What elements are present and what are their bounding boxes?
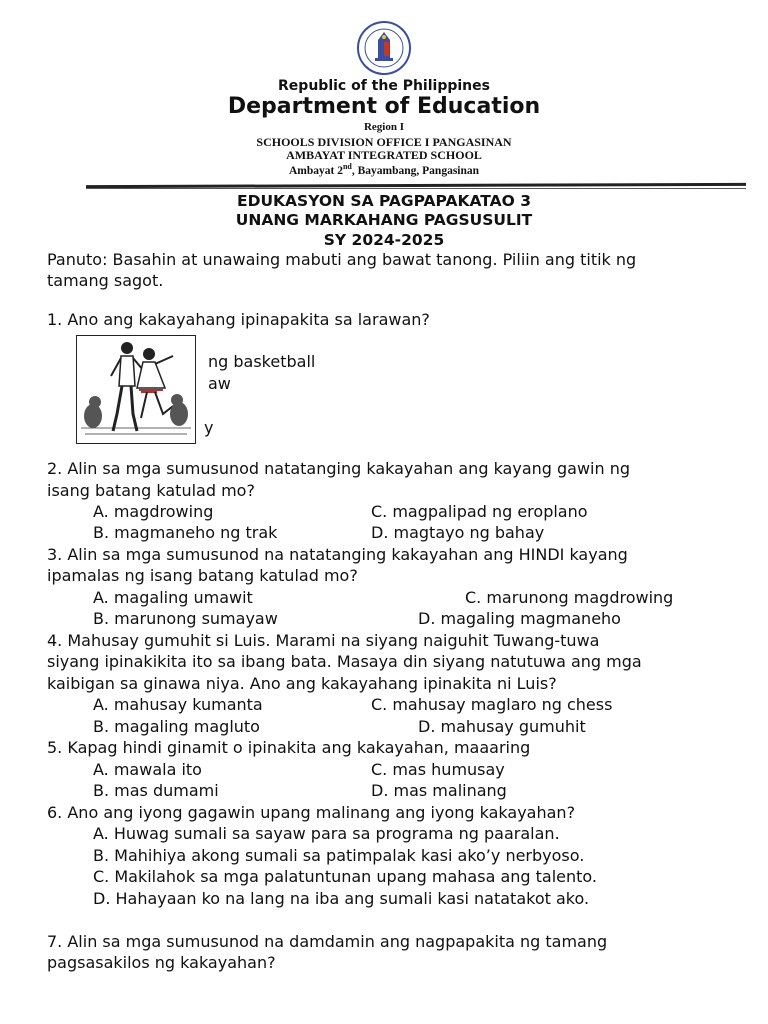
question-7-line-2: pagsasakilos ng kakayahan? [47, 953, 276, 972]
question-4-line-3: kaibigan sa ginawa niya. Ano ang kakayahang ipinakita ni Luis? [47, 674, 557, 693]
region-label: Region I [363, 121, 405, 133]
q5-choice-c: C. mas humusay [371, 760, 505, 779]
q5-choice-d: D. mas malinang [371, 781, 507, 800]
q6-choice-a: A. Huwag sumali sa sayaw para sa programa ng paaralan. [93, 824, 560, 843]
q6-choice-d: D. Hahayaan ko na lang na iba ang sumali kasi natatakot ako. [93, 889, 590, 908]
q3-choice-b: B. marunong sumayaw [93, 609, 278, 628]
q3-choice-d: D. magaling magmaneho [418, 609, 621, 628]
q2-choice-d: D. magtayo ng bahay [371, 523, 545, 542]
question-4-line-2: siyang ipinakikita ito sa ibang bata. Masaya din siyang natutuwa ang mga [47, 652, 642, 671]
question-6: 6. Ano ang iyong gagawin upang malinang ang iyong kakayahan? [47, 803, 576, 822]
question-2-line-1: 2. Alin sa mga sumusunod natatanging kakayahan ang kayang gawin ng [47, 459, 631, 478]
q5-choice-b: B. mas dumami [93, 781, 219, 800]
q2-choice-b: B. magmaneho ng trak [93, 523, 278, 542]
header-divider-thin [86, 188, 746, 189]
question-3-line-2: ipamalas ng isang batang katulad mo? [47, 566, 358, 585]
exam-subject: EDUKASYON SA PAGPAPAKATAO 3 [236, 192, 532, 210]
instructions-line-1: Panuto: Basahin at unawaing mabuti ang bawat tanong. Piliin ang titik ng [47, 250, 637, 269]
q5-choice-a: A. mawala ito [93, 760, 202, 779]
division-label: SCHOOLS DIVISION OFFICE I PANGASINAN [256, 135, 512, 149]
q4-choice-a: A. mahusay kumanta [93, 695, 263, 714]
q3-choice-c: C. marunong magdrowing [465, 588, 674, 607]
q4-choice-b: B. magaling magluto [93, 717, 260, 736]
q2-choice-c: C. magpalipad ng eroplano [371, 502, 588, 521]
republic-label: Republic of the Philippines [278, 78, 490, 94]
q1-choice-fragment-a: ng basketball [208, 352, 316, 371]
question-5: 5. Kapag hindi ginamit o ipinakita ang kakayahan, maaaring [47, 738, 531, 757]
exam-quarter: UNANG MARKAHANG PAGSUSULIT [235, 211, 533, 229]
q6-choice-b: B. Mahihiya akong sumali sa patimpalak kasi ako’y nerbyoso. [93, 846, 585, 865]
q6-choice-c: C. Makilahok sa mga palatuntunan upang mahasa ang talento. [93, 867, 598, 886]
q4-choice-d: D. mahusay gumuhit [418, 717, 586, 736]
question-7-line-1: 7. Alin sa mga sumusunod na damdamin ang nagpapakita ng tamang [47, 932, 608, 951]
deped-seal-icon [357, 20, 411, 76]
question-4-line-1: 4. Mahusay gumuhit si Luis. Marami na siyang naiguhit Tuwang-tuwa [47, 631, 600, 650]
q2-choice-a: A. magdrowing [93, 502, 214, 521]
q3-choice-a: A. magaling umawit [93, 588, 253, 607]
q1-choice-fragment-d: y [204, 418, 214, 437]
q4-choice-c: C. mahusay maglaro ng chess [371, 695, 613, 714]
school-address: Ambayat 2nd, Bayambang, Pangasinan [288, 162, 480, 177]
question-1: 1. Ano ang kakayahang ipinapakita sa larawan? [47, 310, 430, 329]
question-2-line-2: isang batang katulad mo? [47, 481, 255, 500]
instructions-line-2: tamang sagot. [47, 271, 164, 290]
dancing-children-illustration [76, 335, 196, 444]
school-name: AMBAYAT INTEGRATED SCHOOL [286, 148, 482, 162]
exam-school-year: SY 2024-2025 [323, 231, 445, 249]
department-title: Department of Education [227, 94, 541, 119]
question-3-line-1: 3. Alin sa mga sumusunod na natatanging kakayahan ang HINDI kayang [47, 545, 628, 564]
q1-choice-fragment-b: aw [208, 374, 231, 393]
